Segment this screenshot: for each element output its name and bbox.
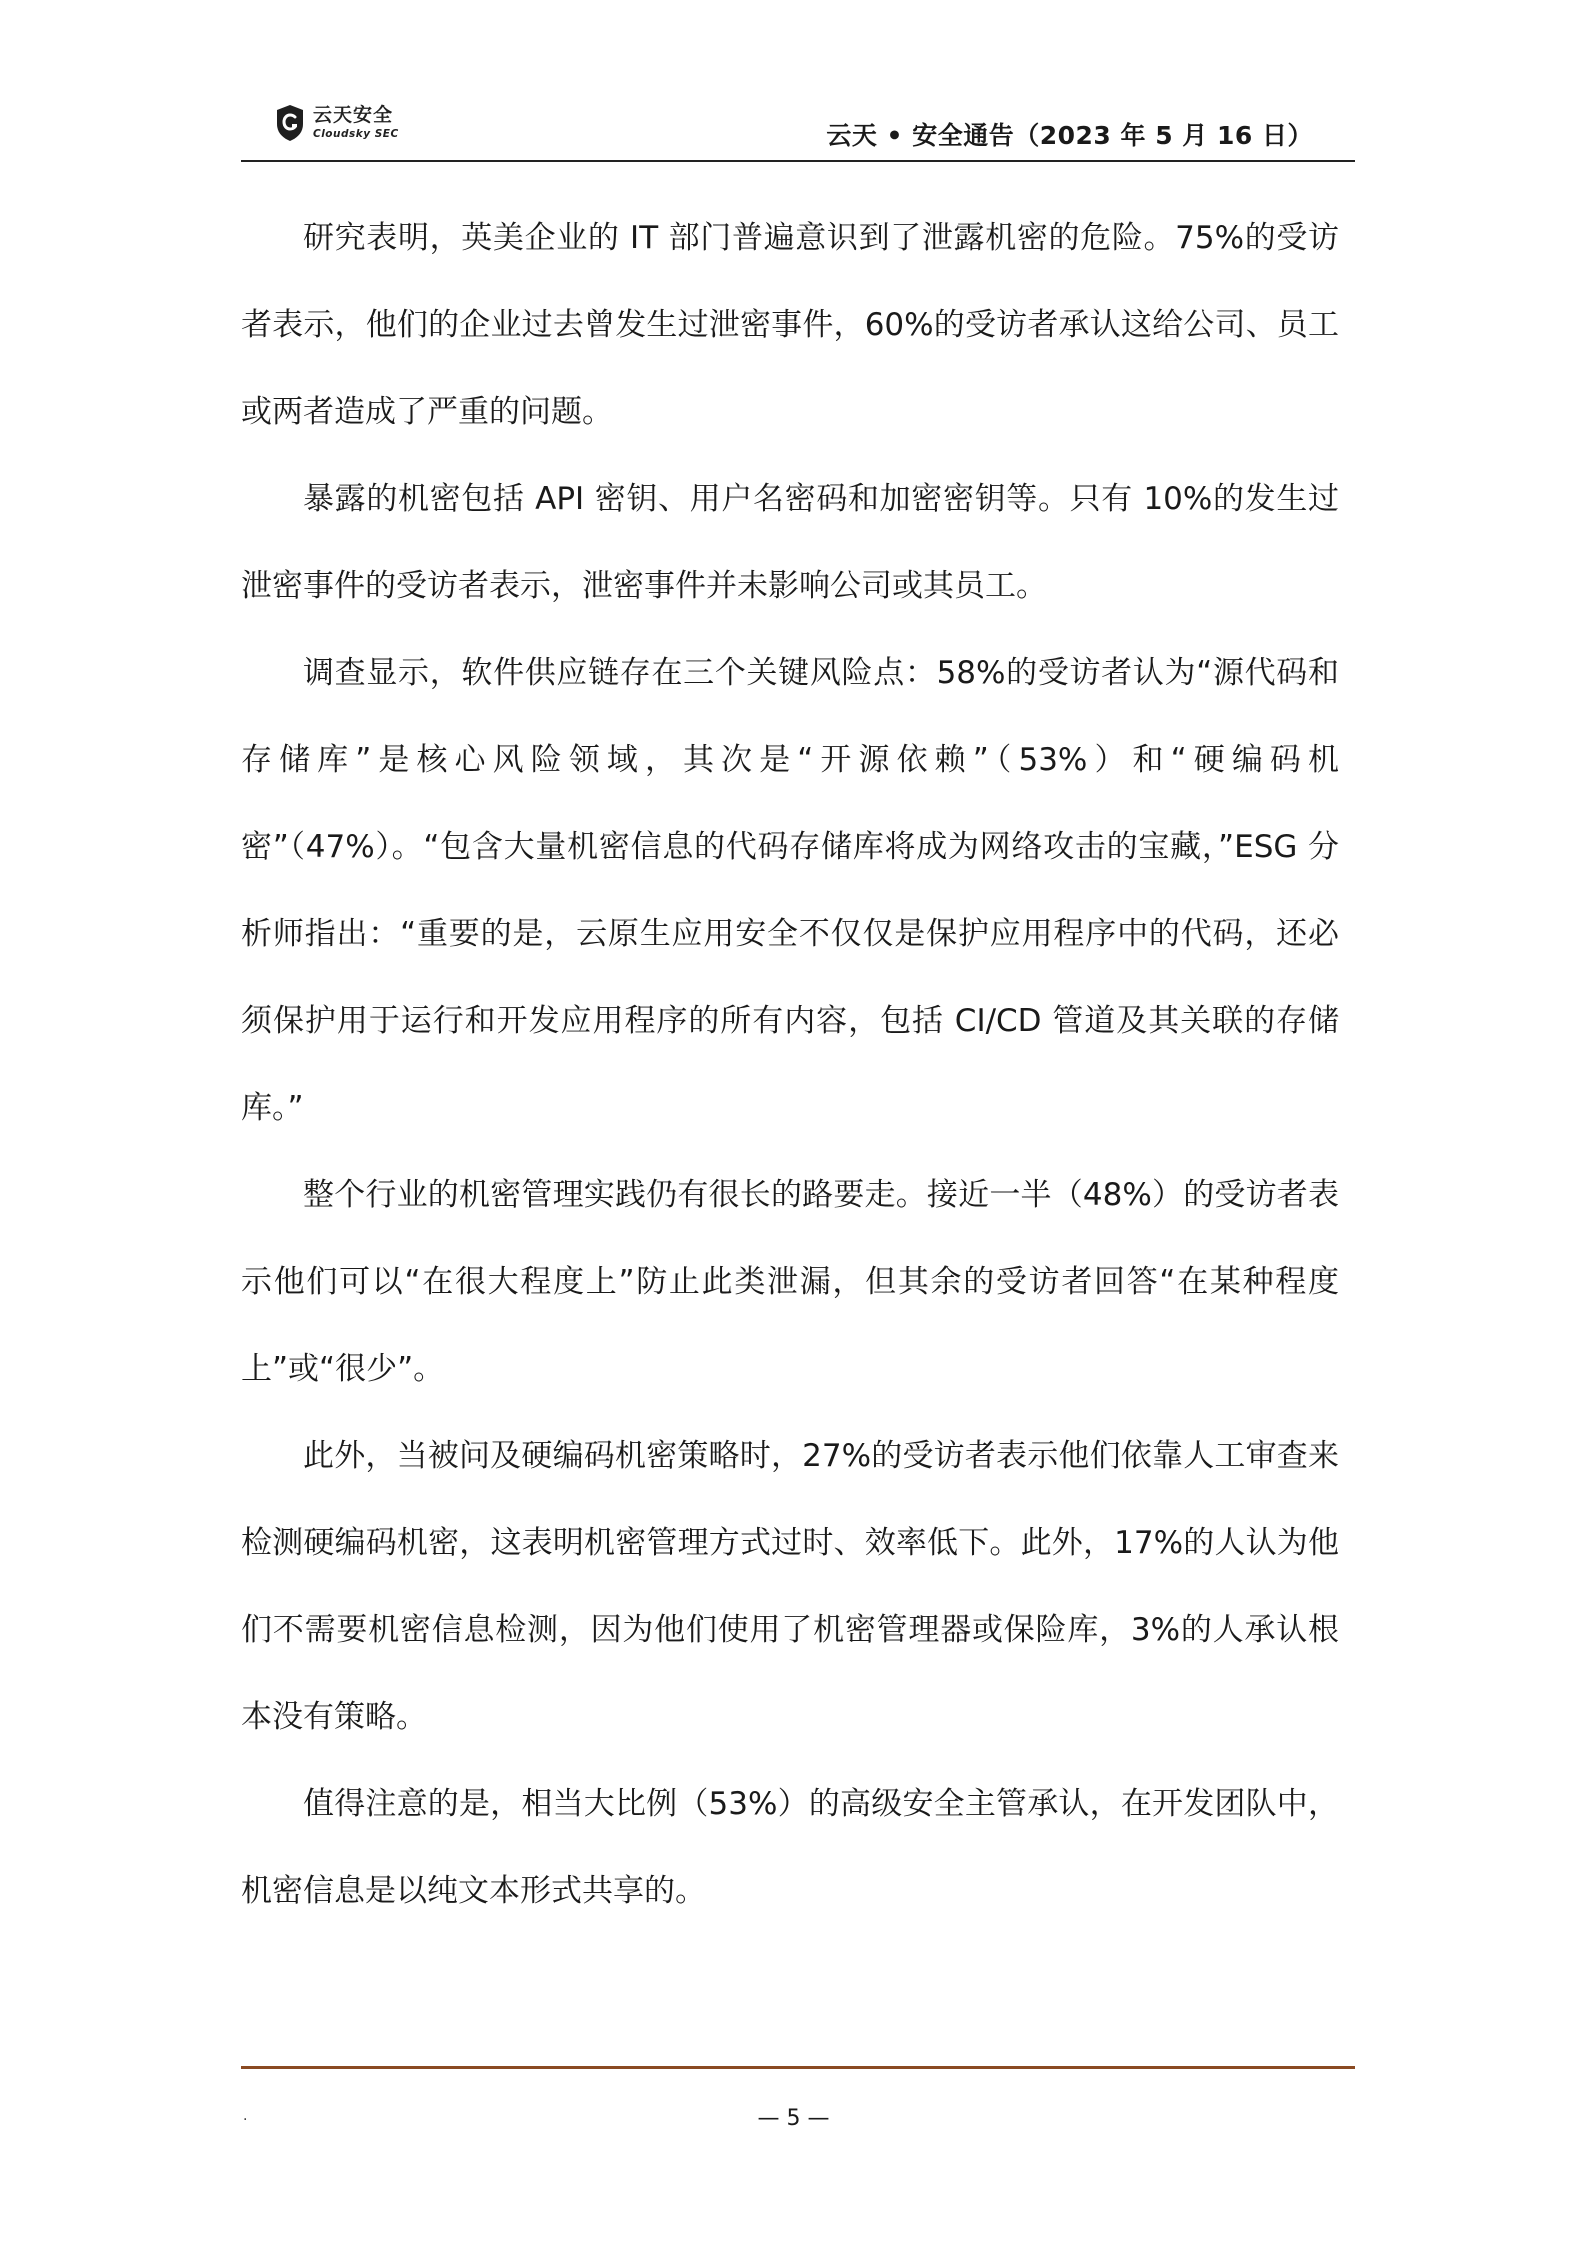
bulletin-title: 云天 • 安全通告（2023 年 5 月 16 日） bbox=[826, 121, 1313, 150]
logo-english-name: Cloudsky SEC bbox=[313, 128, 399, 141]
page-number: — 5 — bbox=[757, 2106, 830, 2131]
paragraph: 值得注意的是，相当大比例（53%）的高级安全主管承认，在开发团队中，机密信息是以纯文本形式共享的。 bbox=[241, 1786, 1339, 1909]
shield-logo-icon bbox=[275, 104, 305, 142]
paragraph: 此外，当被问及硬编码机密策略时，27%的受访者表示他们依靠人工审查来检测硬编码机密，这表明机密管理方式过时、效率低下。此外，17%的人认为他们不需要机密信息检测，因为他们使用了机密管理器或保险库，3%的人承认根本没有策略。 bbox=[241, 1438, 1339, 1735]
logo-chinese-name: 云天安全 bbox=[313, 104, 394, 127]
paragraph: 整个行业的机密管理实践仍有很长的路要走。接近一半（48%）的受访者表示他们可以“在很大程度上”防止此类泄漏，但其余的受访者回答“在某种程度上”或“很少”。 bbox=[241, 1177, 1339, 1387]
page-header bbox=[241, 92, 1355, 162]
footer-mark: . bbox=[243, 2108, 248, 2124]
paragraph: 暴露的机密包括 API 密钥、用户名密码和加密密钥等。只有 10%的发生过泄密事件的受访者表示，泄密事件并未影响公司或其员工。 bbox=[241, 481, 1339, 604]
article-body bbox=[241, 195, 1339, 1935]
company-logo bbox=[275, 98, 399, 148]
paragraph: 调查显示，软件供应链存在三个关键风险点：58%的受访者认为“源代码和存储库”是核心风险领域，其次是“开源依赖”（53%）和“硬编码机密”（47%）。“包含大量机密信息的代码存储库将成为网络攻击的宝藏，”ESG 分析师指出：“重要的是，云原生应用安全不仅仅是保护应用程序中的代码，还必须保护用于运行和开发应用程序的所有内容，包括 CI/CD 管道及其关联的存储库。” bbox=[241, 655, 1339, 1126]
footer-divider bbox=[241, 2066, 1355, 2069]
paragraph: 研究表明，英美企业的 IT 部门普遍意识到了泄露机密的危险。75%的受访者表示，他们的企业过去曾发生过泄密事件，60%的受访者承认这给公司、员工或两者造成了严重的问题。 bbox=[241, 220, 1339, 430]
